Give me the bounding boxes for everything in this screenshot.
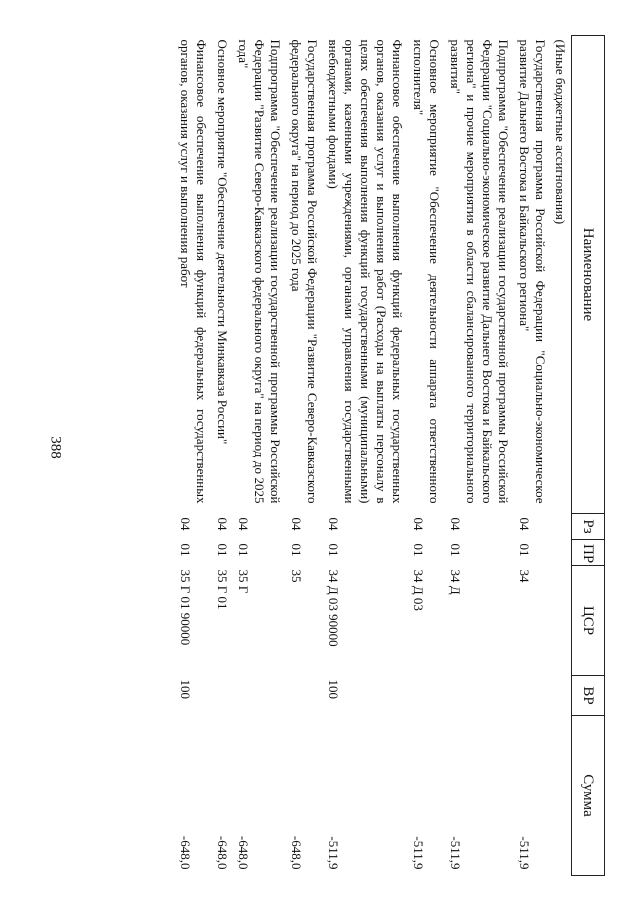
row-vr (550, 676, 572, 716)
row-vr: 100 (326, 679, 341, 699)
header-pr: ПР (572, 540, 605, 566)
table-row (407, 36, 444, 876)
row-pr: 01 (178, 543, 193, 557)
row-name: Финансовое обеспечение выполнения функций федеральных государственных органов, оказания услуг и выполнения работ (Расходы на выплаты персоналу в целях обеспечения выполнения функций государственными (муниципальными) органами, казенными учреждениями, органами управления государственными внебюджетными фондами) (326, 39, 405, 504)
row-csr: 35 (289, 569, 304, 583)
row-sum: -648,0 (215, 835, 230, 870)
row-rz: 04 (215, 517, 230, 531)
row-vr (211, 676, 232, 716)
row-pr: 01 (215, 543, 230, 557)
table-row (322, 36, 407, 876)
row-pr: 01 (289, 543, 304, 557)
header-rz: Рз (572, 514, 605, 540)
row-csr: 34 Д 03 90000 (326, 569, 341, 647)
row-sum: -511,9 (517, 836, 532, 870)
row-pr: 01 (326, 543, 341, 557)
row-csr: 34 (517, 569, 532, 583)
row-vr (232, 676, 285, 716)
row-vr: 100 (178, 679, 193, 699)
row-name: Основное мероприятие "Обеспечение деятельности аппарата ответственного исполнителя" (411, 39, 442, 504)
row-pr (550, 540, 572, 566)
table-header-row (572, 36, 605, 876)
row-sum: -648,0 (178, 835, 193, 870)
row-name: Основное мероприятие "Обеспечение деятельности Минкавказа России" (215, 39, 230, 445)
row-pr: 01 (236, 543, 251, 557)
row-pr: 01 (411, 543, 426, 557)
row-vr (407, 676, 444, 716)
row-name: Государственная программа Российской Федерации "Развитие Северо-Кавказского федерального округа" на период до 2025 года (289, 39, 320, 504)
row-rz: 04 (236, 517, 251, 531)
header-csr: ЦСР (572, 566, 605, 676)
row-sum (550, 716, 572, 876)
row-csr: 34 Д (448, 569, 463, 595)
table-row (211, 36, 232, 876)
header-name: Наименование (572, 36, 605, 514)
table-row (513, 36, 550, 876)
header-sum: Сумма (572, 716, 605, 876)
row-rz: 04 (517, 517, 532, 531)
header-vr: ВР (572, 676, 605, 716)
table-row (550, 36, 572, 876)
row-sum: -511,9 (448, 836, 463, 870)
row-rz: 04 (289, 517, 304, 531)
table-row (174, 36, 211, 876)
table-row (232, 36, 285, 876)
row-csr: 35 Г 01 (215, 569, 230, 610)
row-pr: 01 (448, 543, 463, 557)
row-rz: 04 (411, 517, 426, 531)
row-vr (513, 676, 550, 716)
row-sum: -511,9 (411, 836, 426, 870)
row-rz: 04 (448, 517, 463, 531)
page-number: 388 (47, 436, 64, 459)
rotated-page-content (85, 35, 605, 875)
row-sum: -648,0 (236, 835, 251, 870)
row-vr (285, 676, 322, 716)
row-name: Финансовое обеспечение выполнения функций федеральных государственных органов, оказания услуг и выполнения работ (178, 39, 209, 504)
table-row (444, 36, 513, 876)
row-rz: 04 (178, 517, 193, 531)
row-name: Подпрограмма "Обеспечение реализации государственной программы Российской Федерации "Развитие Северо-Кавказского федерального округа" на период до 2025 года" (236, 39, 283, 504)
row-name: Подпрограмма "Обеспечение реализации государственной программы Российской Федерации "Социально-экономическое развитие Дальнего Востока и Байкальского региона" и прочие мероприятия в области сбалансированного территориального развития" (448, 39, 511, 504)
row-pr: 01 (517, 543, 532, 557)
row-sum: -648,0 (289, 835, 304, 870)
budget-table (174, 35, 605, 876)
row-name: Государственная программа Российской Федерации "Социально-экономическое развитие Дальнего Востока и Байкальского региона" (517, 39, 548, 504)
row-vr (444, 676, 513, 716)
row-rz: 04 (326, 517, 341, 531)
row-rz (550, 514, 572, 540)
row-csr: 35 Г (236, 569, 251, 594)
row-csr (550, 566, 572, 676)
row-csr: 34 Д 03 (411, 569, 426, 611)
row-csr: 35 Г 01 90000 (178, 569, 193, 646)
row-sum: -511,9 (326, 836, 341, 870)
row-name: (Иные бюджетные ассигнования) (553, 39, 568, 225)
table-row (285, 36, 322, 876)
